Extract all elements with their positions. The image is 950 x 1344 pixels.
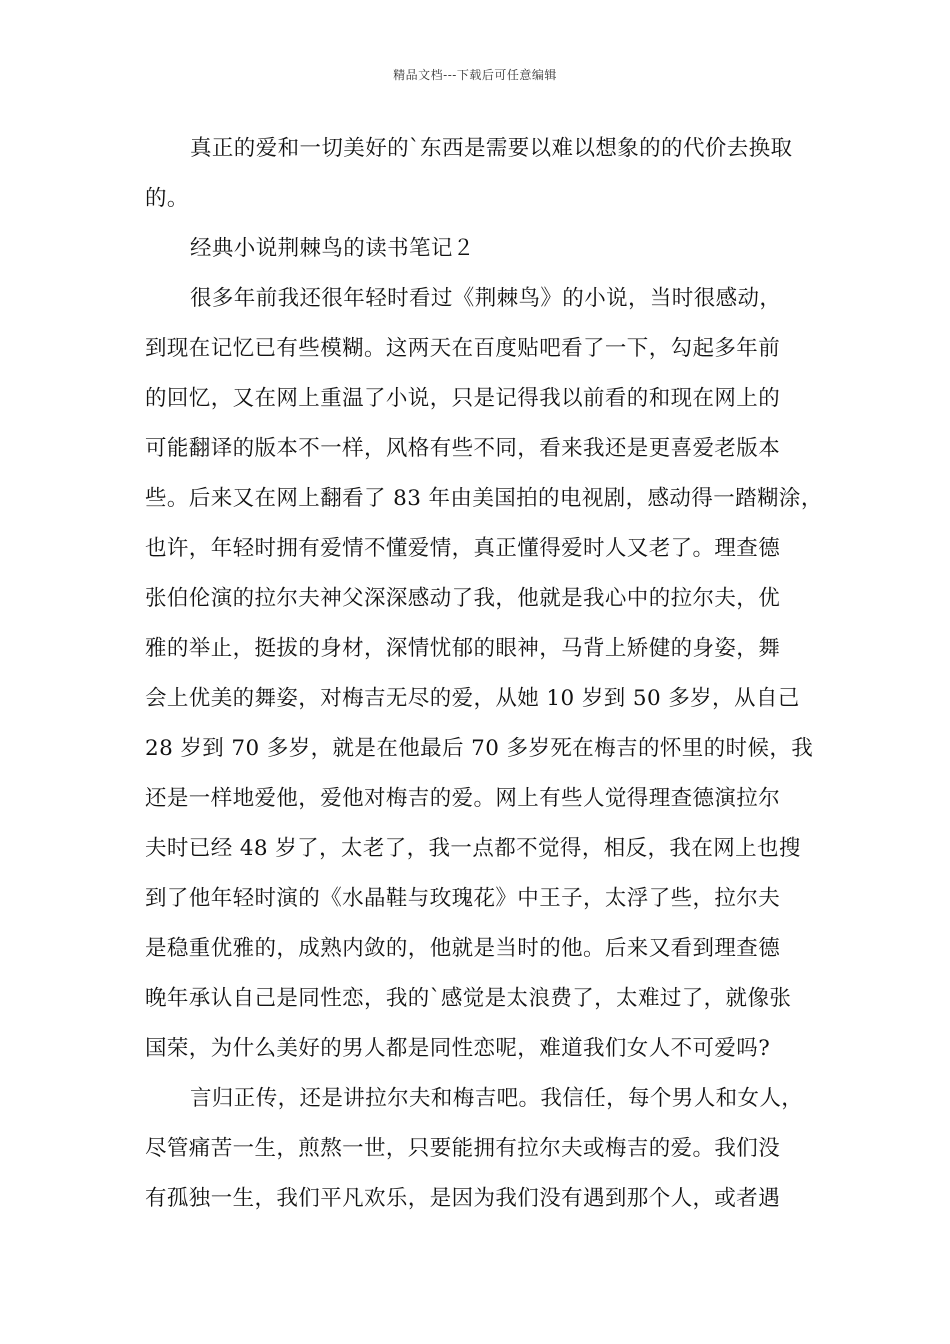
text-line: 还是一样地爱他，爱他对梅吉的爱。网上有些人觉得理查德演拉尔 [145, 786, 781, 811]
text-line: 也许，年轻时拥有爱情不懂爱情，真正懂得爱时人又老了。理查德 [145, 536, 781, 561]
text-line: 晚年承认自己是同性恋，我的`感觉是太浪费了，太难过了，就像张 [145, 986, 792, 1011]
text-line: 有孤独一生，我们平凡欢乐，是因为我们没有遇到那个人，或者遇 [145, 1186, 781, 1211]
text-line: 尽管痛苦一生，煎熬一世，只要能拥有拉尔夫或梅吉的爱。我们没 [145, 1136, 781, 1161]
text-line: 到现在记忆已有些模糊。这两天在百度贴吧看了一下，勾起多年前 [145, 336, 781, 361]
text-line: 可能翻译的版本不一样，风格有些不同，看来我还是更喜爱老版本 [145, 436, 781, 461]
text-line: 言归正传，还是讲拉尔夫和梅吉吧。我信任，每个男人和女人， [190, 1086, 804, 1111]
page-header: 精品文档---下载后可任意编辑 [393, 68, 557, 82]
text-line: 雅的举止，挺拔的身材，深情忧郁的眼神，马背上矫健的身姿，舞 [145, 636, 781, 661]
section-heading: 经典小说荆棘鸟的读书笔记２ [190, 236, 475, 261]
text-line: 国荣，为什么美好的男人都是同性恋呢，难道我们女人不可爱吗? [145, 1036, 771, 1061]
text-line: 张伯伦演的拉尔夫神父深深感动了我，他就是我心中的拉尔夫，优 [145, 586, 781, 611]
text-line: 会上优美的舞姿，对梅吉无尽的爱，从她 10 岁到 50 多岁，从自己 [145, 686, 800, 711]
text-line: 是稳重优雅的，成熟内敛的，他就是当时的他。后来又看到理查德 [145, 936, 781, 961]
text-line: 些。后来又在网上翻看了 83 年由美国拍的电视剧，感动得一踏糊涂， [145, 486, 823, 511]
text-line: 的。 [145, 186, 189, 211]
text-line: 的回忆，又在网上重温了小说，只是记得我以前看的和现在网上的 [145, 386, 781, 411]
text-line: 真正的爱和一切美好的`东西是需要以难以想象的的代价去换取 [190, 136, 793, 161]
text-line: 夫时已经 48 岁了，太老了，我一点都不觉得，相反，我在网上也搜 [145, 836, 801, 861]
text-line: 28 岁到 70 多岁，就是在他最后 70 多岁死在梅吉的怀里的时候，我 [145, 736, 814, 761]
text-line: 很多年前我还很年轻时看过《荆棘鸟》的小说，当时很感动， [190, 286, 782, 311]
document-body [145, 124, 823, 1224]
text-line: 到了他年轻时演的《水晶鞋与玫瑰花》中王子，太浮了些，拉尔夫 [145, 886, 781, 911]
